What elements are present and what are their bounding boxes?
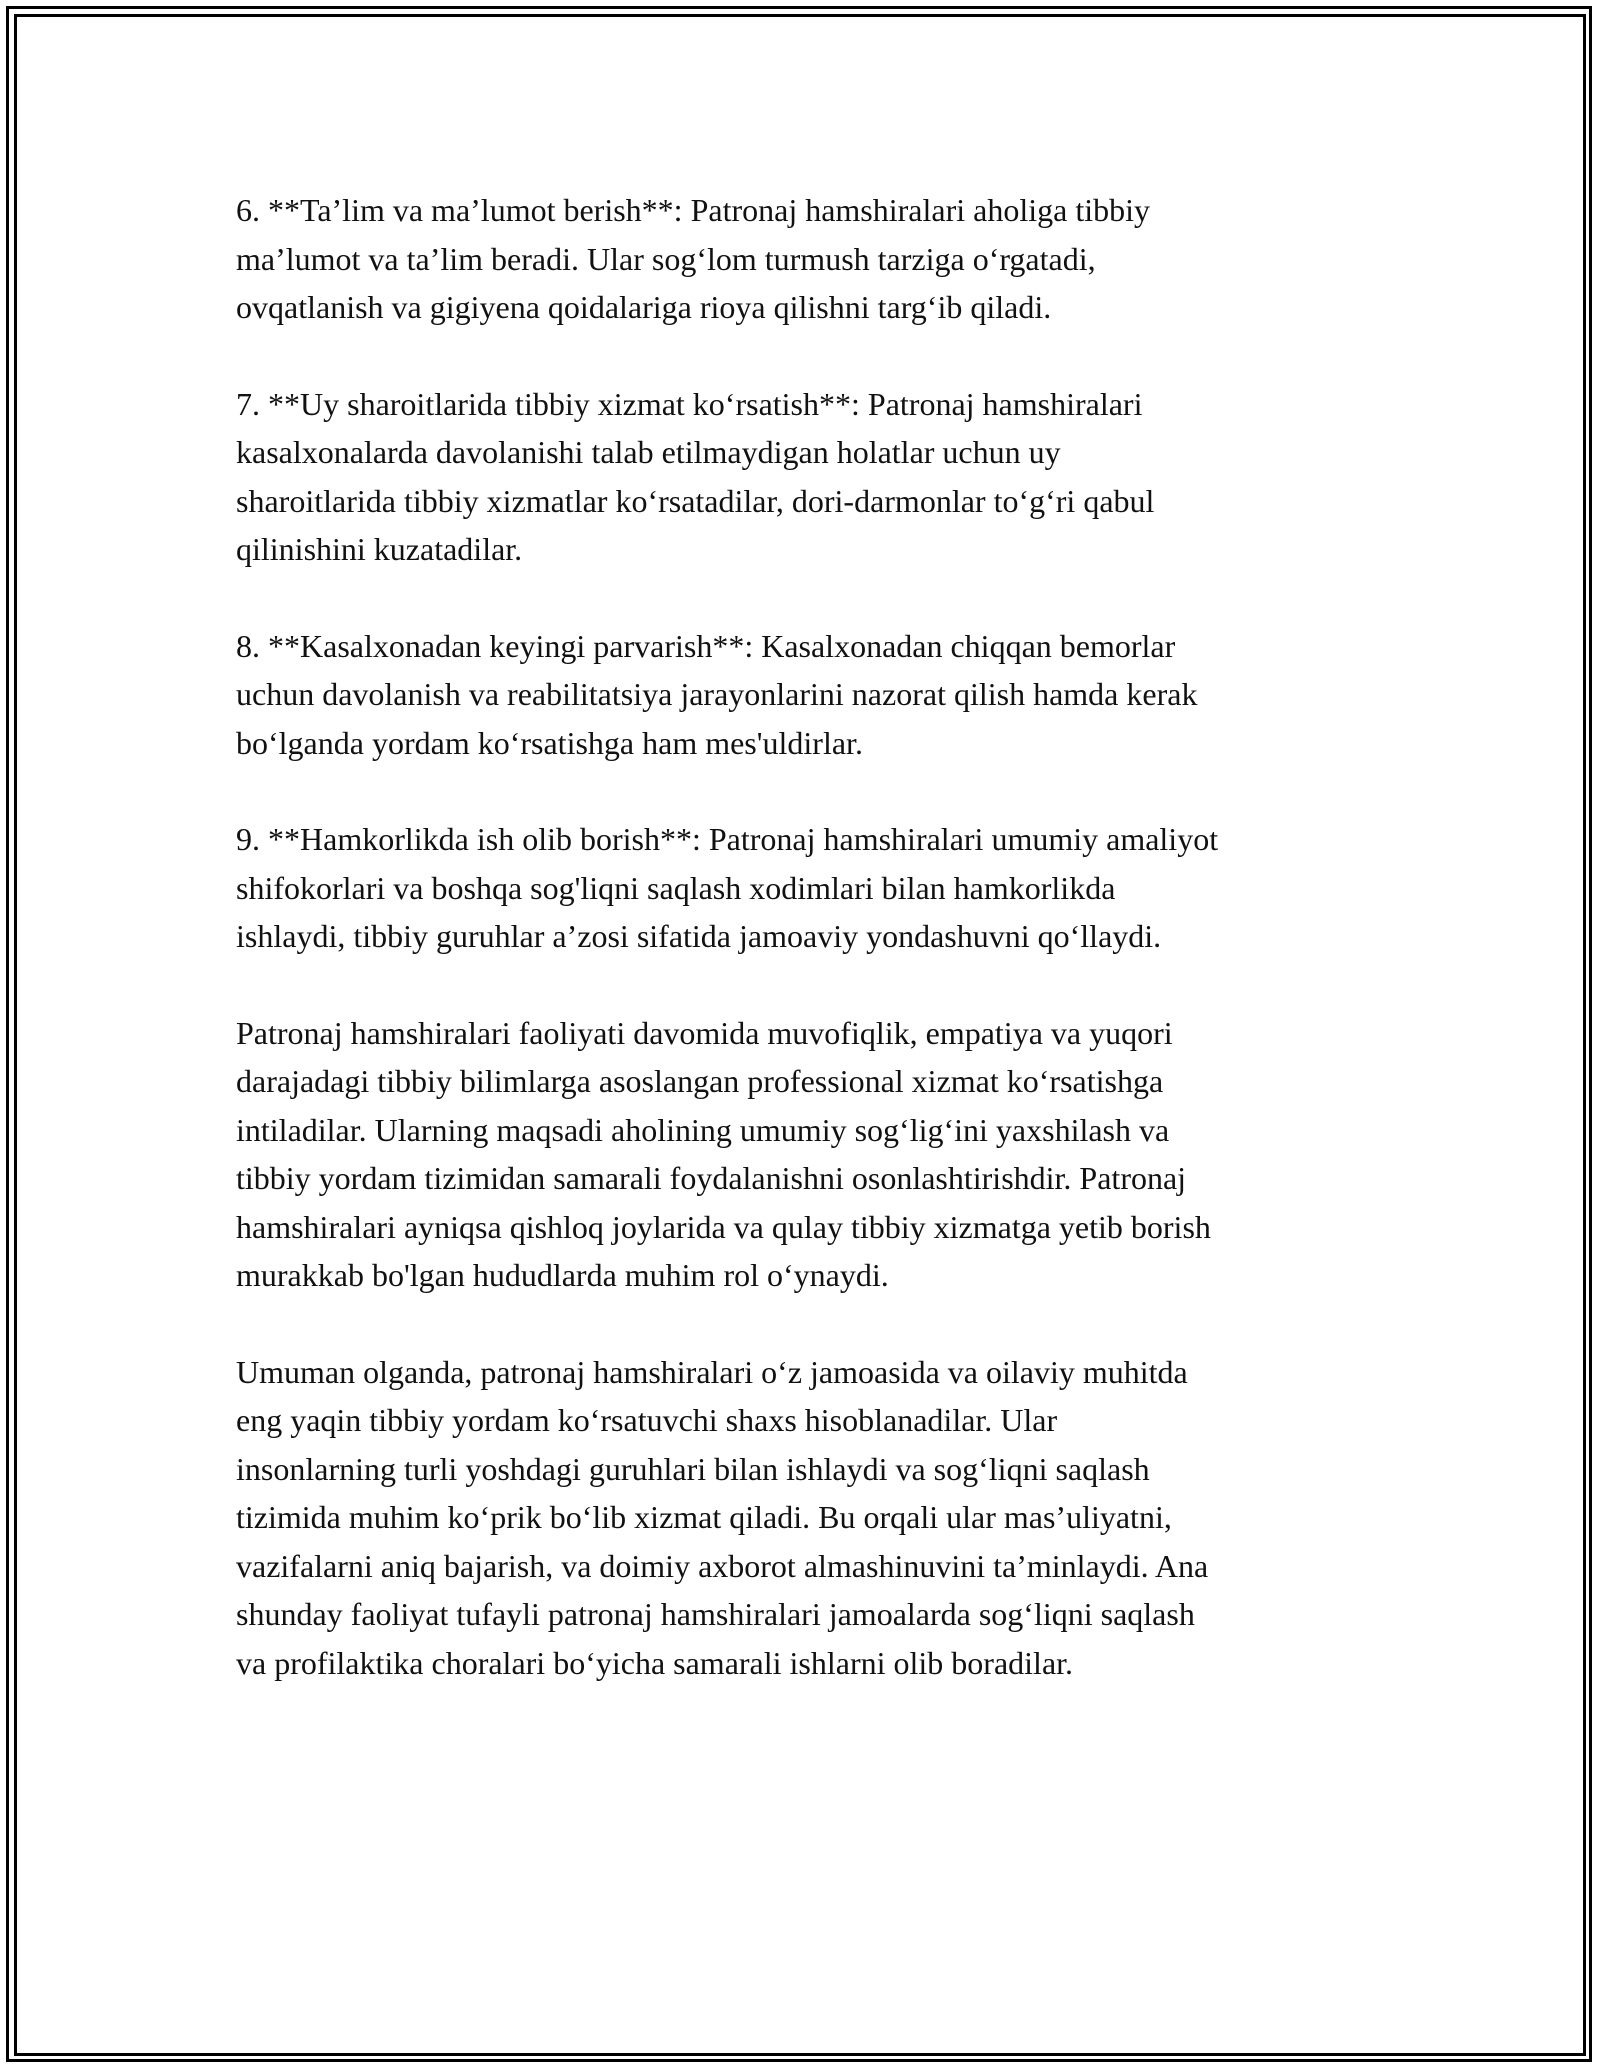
text-line: ma’lumot va ta’lim beradi. Ular sog‘lom turmush tarziga o‘rgatadi, (236, 240, 1096, 277)
text-line: tibbiy yordam tizimidan samarali foydalanishni osonlashtirishdir. Patronaj (236, 1160, 1187, 1196)
text-line: kasalxonalarda davolanishi talab etilmaydigan holatlar uchun uy (236, 434, 1061, 470)
paragraph-conclusion (236, 1348, 1376, 1688)
text-line: qilinishini kuzatadilar. (236, 531, 523, 567)
paragraph-9 (236, 815, 1376, 961)
text-line: insonlarning turli yoshdagi guruhlari bilan ishlaydi va sog‘liqni saqlash (236, 1450, 1150, 1487)
text-line: tizimida muhim ko‘prik bo‘lib xizmat qiladi. Bu orqali ular mas’uliyatni, (236, 1499, 1172, 1535)
paragraph-6 (236, 186, 1376, 332)
text-line: shifokorlari va boshqa sog'liqni saqlash xodimlari bilan hamkorlikda (236, 869, 1116, 906)
text-line: hamshiralari ayniqsa qishloq joylarida va qulay tibbiy xizmatga yetib borish (236, 1208, 1211, 1245)
text-line: va profilaktika choralari bo‘yicha samarali ishlarni olib boradilar. (236, 1644, 1074, 1681)
text-line: ishlaydi, tibbiy guruhlar a’zosi sifatida jamoaviy yondashuvni qo‘llaydi. (236, 918, 1162, 954)
document-body (236, 186, 1376, 1735)
text-line: uchun davolanish va reabilitatsiya jarayonlarini nazorat qilish hamda kerak (236, 676, 1198, 712)
paragraph-summary (236, 1009, 1376, 1300)
text-line: 9. **Hamkorlikda ish olib borish**: Patronaj hamshiralari umumiy amaliyot (236, 821, 1219, 857)
text-line: Umuman olganda, patronaj hamshiralari o‘z jamoasida va oilaviy muhitda (236, 1353, 1188, 1390)
text-line: darajadagi tibbiy bilimlarga asoslangan professional xizmat ko‘rsatishga (236, 1063, 1164, 1099)
paragraph-7 (236, 380, 1376, 574)
text-line: murakkab bo'lgan hududlarda muhim rol o‘ynaydi. (236, 1257, 889, 1293)
text-line: vazifalarni aniq bajarish, va doimiy axborot almashinuvini ta’minlaydi. Ana (236, 1547, 1209, 1584)
paragraph-8 (236, 622, 1376, 768)
text-line: shunday faoliyat tufayli patronaj hamshiralari jamoalarda sog‘liqni saqlash (236, 1596, 1195, 1632)
text-line: ovqatlanish va gigiyena qoidalariga rioya qilishni targ‘ib qiladi. (236, 289, 1052, 325)
text-line: eng yaqin tibbiy yordam ko‘rsatuvchi shaxs hisoblanadilar. Ular (236, 1402, 1058, 1438)
text-line: 7. **Uy sharoitlarida tibbiy xizmat ko‘rsatish**: Patronaj hamshiralari (236, 385, 1143, 422)
text-line: 8. **Kasalxonadan keyingi parvarish**: Kasalxonadan chiqqan bemorlar (236, 627, 1176, 664)
text-line: intiladilar. Ularning maqsadi aholining umumiy sog‘lig‘ini yaxshilash va (236, 1111, 1170, 1148)
text-line: Patronaj hamshiralari faoliyati davomida muvofiqlik, empatiya va yuqori (236, 1014, 1173, 1051)
text-line: sharoitlarida tibbiy xizmatlar ko‘rsatadilar, dori-darmonlar to‘g‘ri qabul (236, 482, 1155, 519)
text-line: bo‘lganda yordam ko‘rsatishga ham mes'uldirlar. (236, 724, 863, 761)
text-line: 6. **Ta’lim va ma’lumot berish**: Patronaj hamshiralari aholiga tibbiy (236, 192, 1150, 228)
